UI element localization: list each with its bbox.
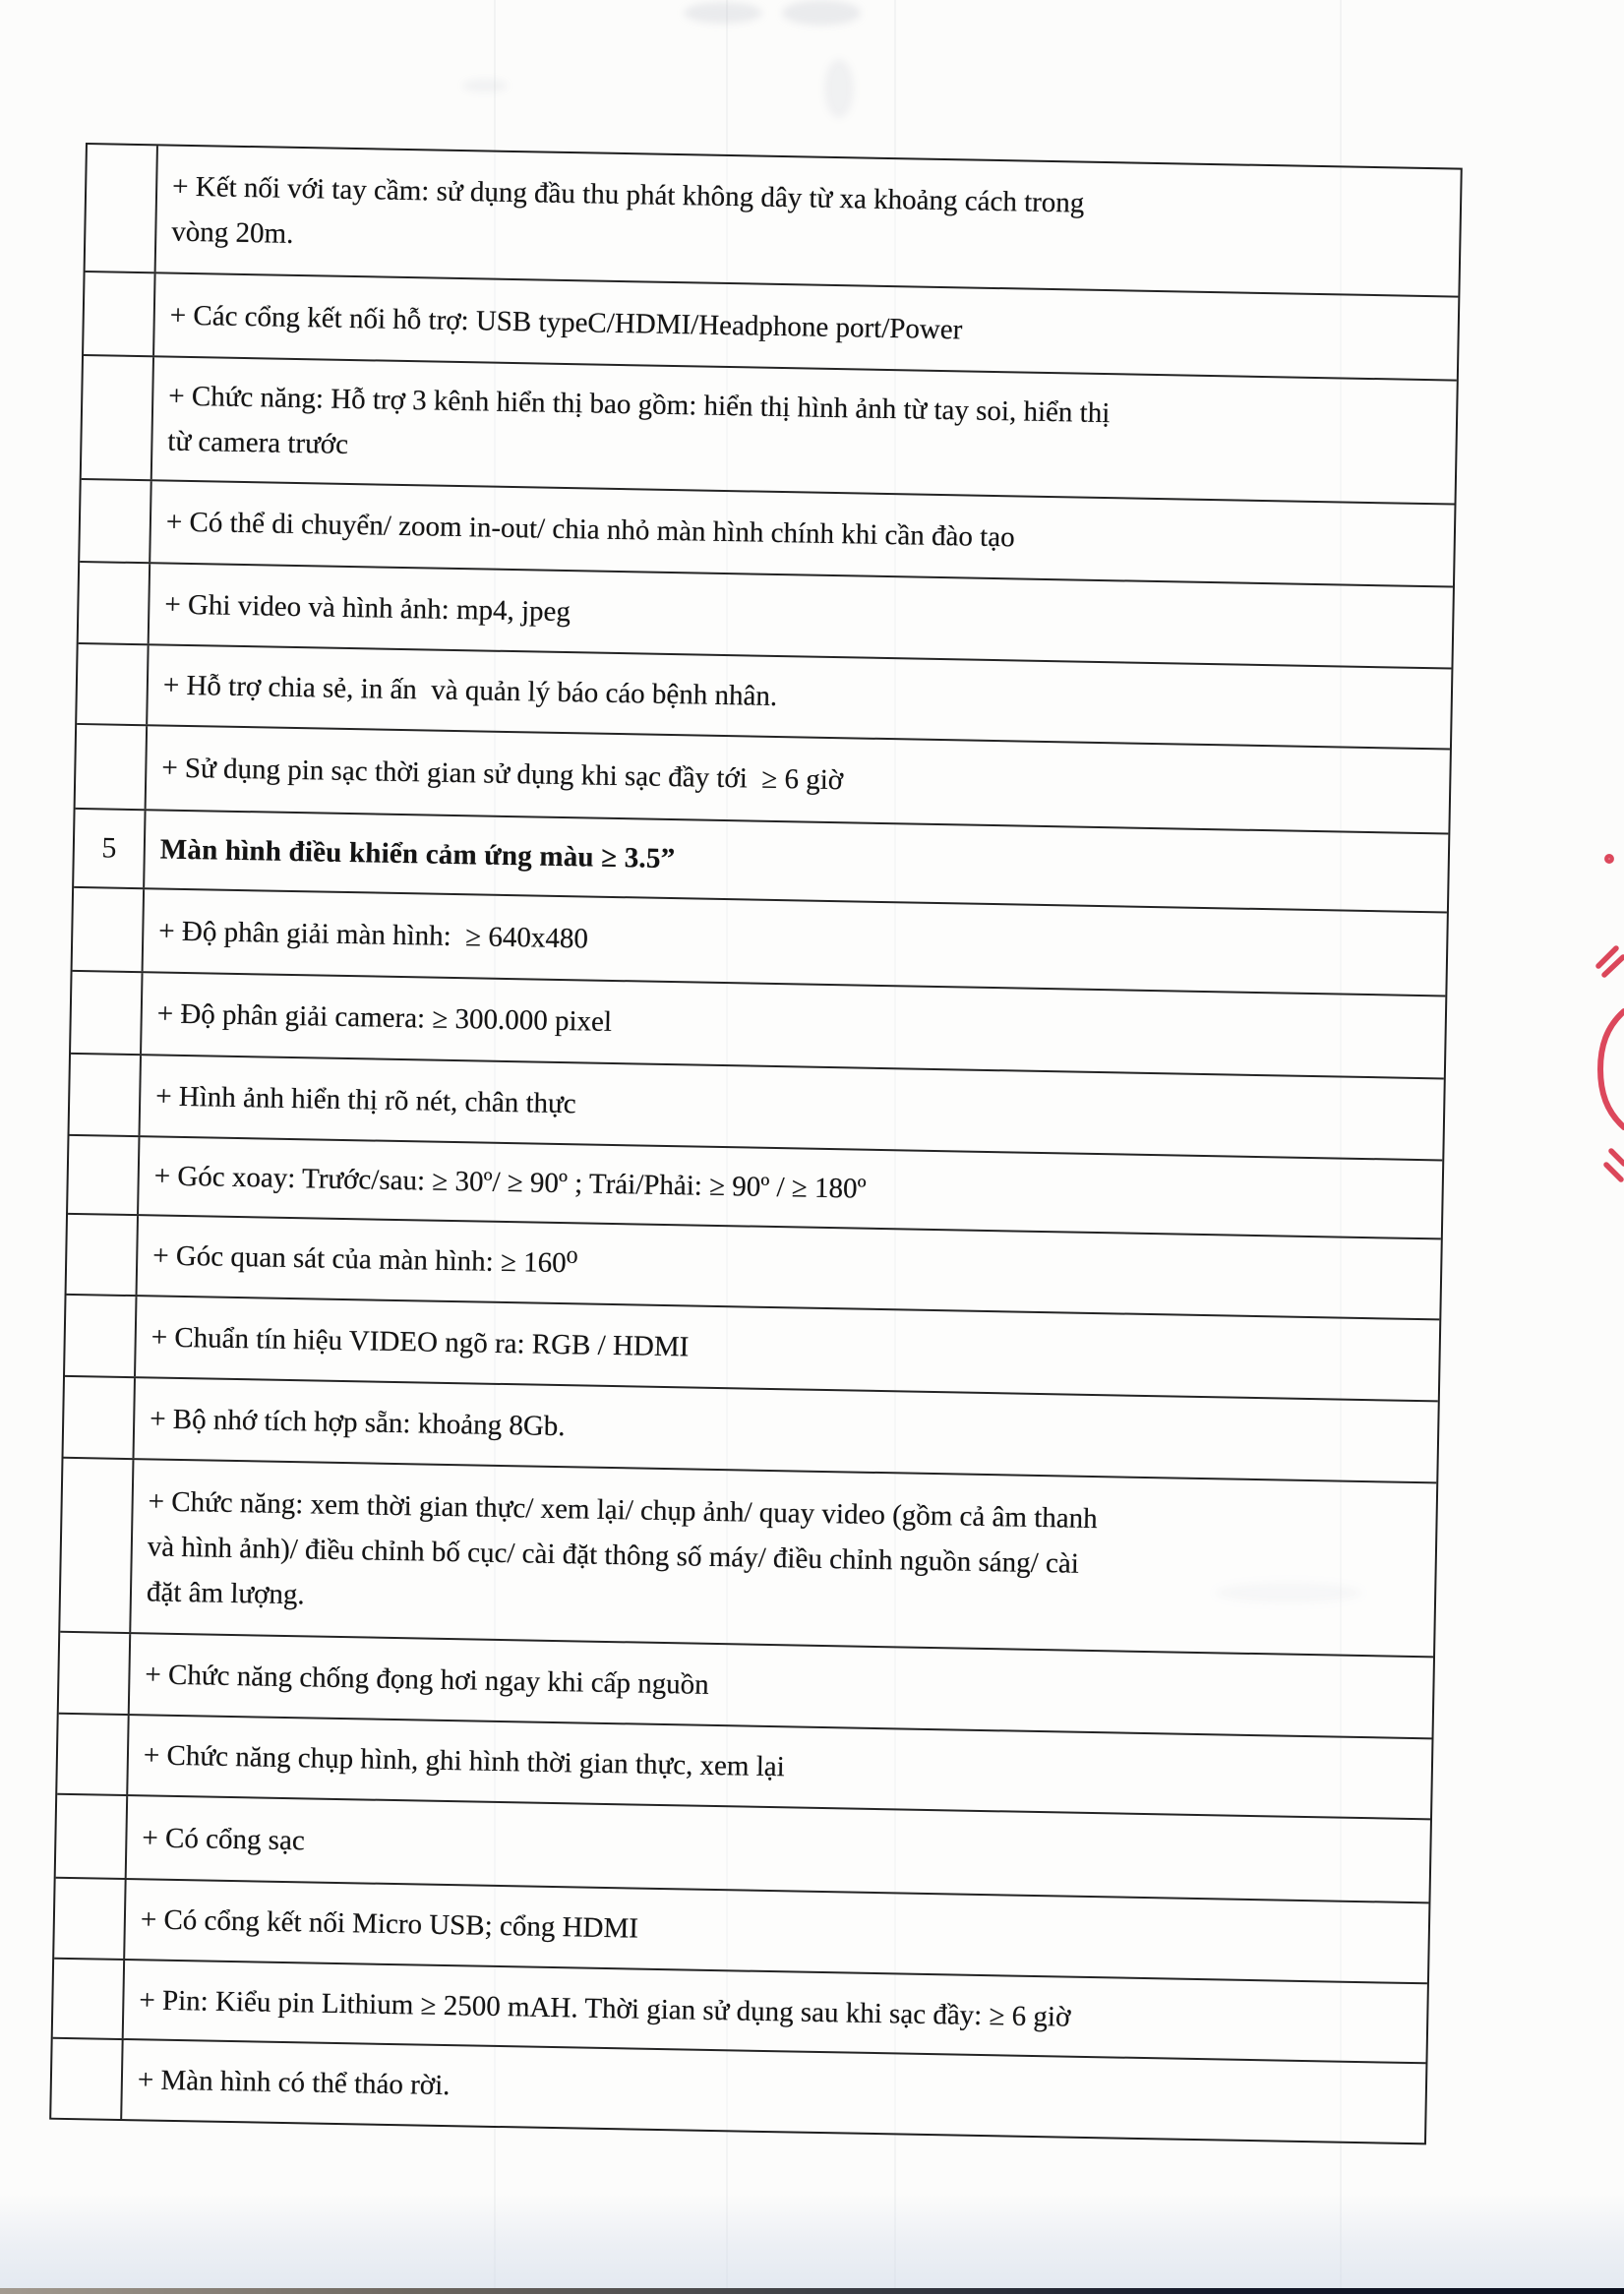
text-line: + Sử dụng pin sạc thời gian sử dụng khi sạc đầy tới ≥ 6 giờ [161, 752, 844, 797]
row-number-cell [84, 272, 156, 355]
text-line: và hình ảnh)/ điều chỉnh bố cục/ cài đặt thông số máy/ điều chỉnh nguồn sáng/ cài [147, 1530, 1080, 1580]
scan-bottom-edge [0, 2288, 1624, 2294]
row-number-cell [86, 145, 158, 272]
row-number-cell [76, 725, 149, 809]
text-line: + Chức năng: Hỗ trợ 3 kênh hiển thị bao gồm: hiển thị hình ảnh từ tay soi, hiển thị [168, 380, 1111, 430]
text-line: đặt âm lượng. [146, 1575, 306, 1610]
text-line: + Có cổng kết nối Micro USB; cổng HDMI [140, 1903, 639, 1945]
row-number-cell [79, 563, 150, 643]
spec-table [49, 143, 1463, 2144]
row-number-cell [56, 1795, 129, 1878]
text-line: từ camera trước [167, 425, 349, 460]
spec-table-body [51, 145, 1461, 2143]
text-line: + Pin: Kiểu pin Lithium ≥ 2500 mAH. Thời gian sử dụng sau khi sạc đầy: ≥ 6 giờ [139, 1983, 1071, 2033]
row-number-cell [73, 888, 146, 971]
scan-smudge [684, 2, 762, 24]
red-stamp-fragment [1565, 836, 1624, 1210]
scan-smudge [462, 79, 508, 92]
table-row [86, 145, 1461, 298]
text-line: + Độ phân giải camera: ≥ 300.000 pixel [156, 997, 613, 1038]
text-line: + Có cổng sạc [142, 1821, 306, 1856]
text-line: + Ghi video và hình ảnh: mp4, jpeg [164, 588, 571, 628]
row-number-cell: 5 [74, 810, 146, 887]
text-line: + Độ phân giải màn hình: ≥ 640x480 [158, 914, 589, 954]
stamp-dot [1607, 857, 1611, 861]
row-text-cell [156, 146, 1461, 295]
table-row [82, 356, 1457, 506]
text-line: + Các cổng kết nối hỗ trợ: USB typeC/HDMI/Headphone port/Power [169, 299, 963, 345]
row-number-cell [70, 1055, 142, 1135]
row-number-cell [67, 1215, 139, 1295]
text-line: + Góc xoay: Trước/sau: ≥ 30º/ ≥ 90º ; Trái/Phải: ≥ 90º / ≥ 180º [153, 1160, 867, 1205]
row-number-cell [82, 356, 154, 479]
row-number-cell [71, 972, 143, 1054]
text-line: + Chức năng: xem thời gian thực/ xem lại/ chụp ảnh/ quay video (gồm cả âm thanh [148, 1484, 1098, 1535]
stamp-flourish-bottom [1611, 1151, 1624, 1164]
row-text-cell [152, 357, 1457, 503]
scan-smudge [824, 59, 854, 118]
row-number-cell [65, 1296, 137, 1376]
stamp-flourish-bottom [1606, 1165, 1621, 1179]
text-line: + Màn hình có thể tháo rời. [137, 2064, 451, 2102]
row-number-cell [51, 2039, 123, 2119]
row-number-cell [77, 644, 149, 724]
row-text-cell [131, 1460, 1436, 1656]
text-line: vòng 20m. [171, 215, 294, 250]
text-line: + Góc quan sát của màn hình: ≥ 160⁰ [151, 1239, 578, 1280]
row-number-cell [57, 1715, 129, 1794]
text-line: + Chức năng chống đọng hơi ngay khi cấp nguồn [145, 1658, 710, 1701]
scan-smudge [782, 0, 861, 26]
text-line: + Chuẩn tín hiệu VIDEO ngõ ra: RGB / HDMI [150, 1320, 690, 1362]
text-line: + Kết nối với tay cầm: sử dụng đầu thu phát không dây từ xa khoảng cách trong [171, 170, 1085, 219]
text-line: + Hình ảnh hiển thị rõ nét, chân thực [154, 1079, 576, 1119]
row-number-cell [68, 1136, 140, 1214]
text-line: + Có thể di chuyển/ zoom in-out/ chia nhỏ màn hình chính khi cần đào tạo [165, 506, 1015, 554]
scan-bottom-tint [0, 2194, 1624, 2288]
row-number-cell [54, 1879, 126, 1959]
table-row [60, 1459, 1436, 1659]
stamp-circle-arc [1600, 1011, 1624, 1127]
row-number-cell [80, 480, 151, 562]
text-line: Màn hình điều khiển cảm ứng màu ≥ 3.5” [159, 833, 676, 875]
text-line: + Bộ nhớ tích hợp sẵn: khoảng 8Gb. [149, 1402, 566, 1442]
row-number-cell [60, 1459, 134, 1632]
text-line: + Hỗ trợ chia sẻ, in ấn và quản lý báo cáo bệnh nhân. [162, 669, 778, 712]
text-line: + Chức năng chụp hình, ghi hình thời gian thực, xem lại [143, 1739, 786, 1783]
row-number-cell [53, 1960, 125, 2038]
row-number-cell [59, 1633, 131, 1714]
row-number-cell [64, 1377, 136, 1458]
